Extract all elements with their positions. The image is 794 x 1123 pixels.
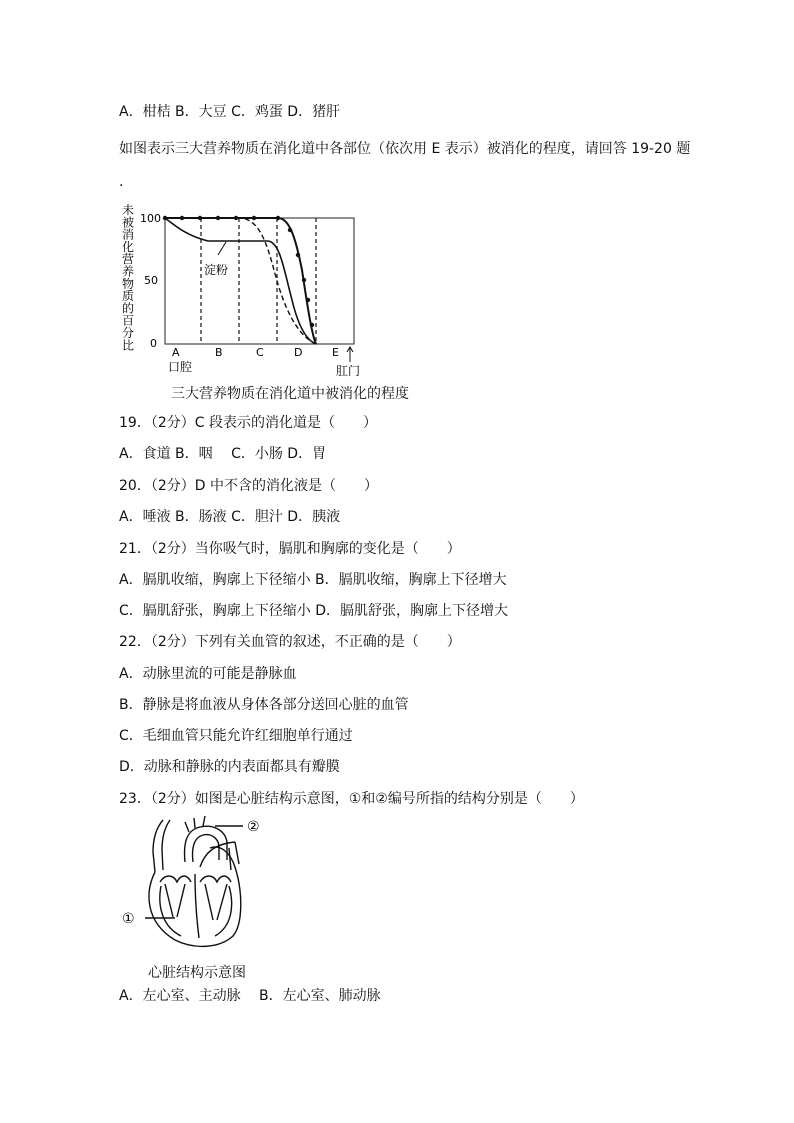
- q22-option-a: A．动脉里流的可能是静脉血: [119, 666, 297, 682]
- label-1: ①: [122, 911, 135, 927]
- y-axis-label-char: 养: [122, 264, 135, 279]
- right-valve: [160, 876, 191, 882]
- y-tick-100: 100: [140, 212, 161, 225]
- q20-stem: 20．（2分）D 中不含的消化液是（ ）: [119, 478, 378, 494]
- fat-curve-marker: [302, 278, 306, 282]
- digestion-chart: [118, 200, 408, 380]
- q19-options: A．食道 B．咽 C．小肠 D．胃: [119, 446, 327, 462]
- fat-curve-marker: [252, 216, 256, 220]
- y-axis-label-char: 物: [122, 276, 135, 291]
- y-axis-label-char: 比: [122, 338, 135, 353]
- q23-stem: 23．（2分）如图是心脏结构示意图，①和②编号所指的结构分别是（ ）: [119, 791, 584, 807]
- y-axis-label-char: 营: [122, 252, 135, 267]
- intro-end: .: [119, 174, 124, 190]
- section-e: E: [332, 346, 339, 359]
- q22-option-c: C．毛细血管只能允许红细胞单行通过: [119, 728, 353, 744]
- section-d: D: [294, 346, 303, 359]
- fat-curve-marker: [198, 216, 202, 220]
- vena-cava-inner: [162, 820, 170, 870]
- y-axis-label-char: 消: [122, 227, 135, 242]
- fat-curve-marker: [288, 228, 292, 232]
- label-2: ②: [247, 819, 260, 835]
- starch-leader: [218, 242, 226, 255]
- y-axis-label-char: 的: [122, 301, 135, 316]
- fat-curve-marker: [306, 298, 310, 302]
- y-axis-label-char: 百: [122, 313, 135, 328]
- q21-stem: 21．（2分）当你吸气时，膈肌和胸廓的变化是（ ）: [119, 541, 461, 557]
- q22-option-b: B．静脉是将血液从身体各部分送回心脏的血管: [119, 697, 409, 713]
- fat-curve-marker: [296, 253, 300, 257]
- heart-diagram: [115, 812, 275, 952]
- septum: [195, 874, 199, 938]
- anus-label: 肛门: [336, 364, 361, 378]
- y-tick-50: 50: [144, 274, 158, 287]
- digestion-caption: 三大营养物质在消化道中被消化的程度: [171, 386, 409, 402]
- fat-curve-marker: [310, 323, 314, 327]
- y-tick-0: 0: [150, 337, 157, 350]
- starch-label: 淀粉: [204, 263, 229, 277]
- q20-options: A．唾液 B．肠液 C．胆汁 D．胰液: [119, 509, 341, 525]
- q23-options: A．左心室、主动脉 B．左心室、肺动脉: [119, 988, 381, 1004]
- y-axis-label-char: 未: [122, 203, 135, 217]
- y-axis-label-char: 分: [122, 326, 135, 340]
- q22-stem: 22．（2分）下列有关血管的叙述，不正确的是（ ）: [119, 634, 461, 650]
- heart-figure: [115, 812, 275, 952]
- left-ventricle-wall: [215, 886, 232, 936]
- section-a: A: [172, 346, 180, 359]
- y-axis-label: [122, 202, 134, 352]
- section-b: B: [215, 346, 223, 359]
- q19-stem: 19．（2分）C 段表示的消化道是（ ）: [119, 415, 377, 431]
- fat-curve-marker: [234, 216, 238, 220]
- left-valve: [200, 876, 231, 882]
- q22-option-d: D．动脉和静脉的内表面都具有瓣膜: [119, 759, 340, 775]
- intro-text: 如图表示三大营养物质在消化道中各部位（依次用 E 表示）被消化的程度，请回答 19-20 题: [119, 141, 691, 157]
- fat-curve: [165, 218, 316, 344]
- q21-options-2: C．膈肌舒张，胸廓上下径缩小 D．膈肌舒张，胸廓上下径增大: [119, 603, 509, 619]
- left-chordae: [205, 884, 227, 920]
- y-axis-label-char: 被: [122, 215, 135, 230]
- right-chordae: [165, 884, 185, 917]
- fat-curve-marker: [216, 216, 220, 220]
- digestion-figure: [118, 200, 408, 380]
- mouth-label: 口腔: [168, 360, 193, 374]
- heart-caption: 心脏结构示意图: [148, 965, 246, 981]
- q21-options-1: A．膈肌收缩，胸廓上下径缩小 B．膈肌收缩，胸廓上下径增大: [119, 572, 507, 588]
- fat-curve-marker: [163, 216, 167, 220]
- y-axis-label-char: 化: [122, 239, 135, 254]
- fat-curve-marker: [276, 216, 280, 220]
- q18-options: A．柑桔 B．大豆 C．鸡蛋 D．猪肝: [119, 104, 341, 120]
- y-axis-label-char: 质: [122, 289, 135, 304]
- section-c: C: [256, 346, 264, 359]
- fat-curve-marker: [180, 216, 184, 220]
